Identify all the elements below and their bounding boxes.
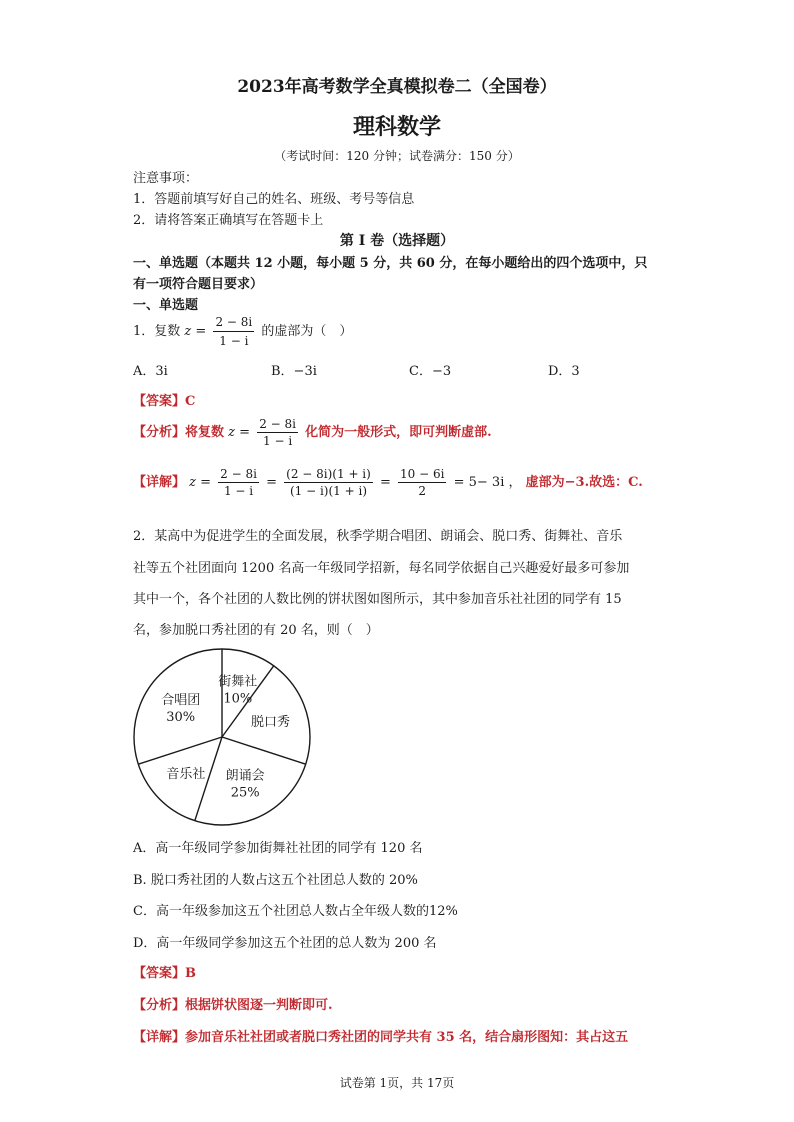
detail-label: 【详解】 xyxy=(133,1030,186,1045)
q1-option-c: C．−3 xyxy=(409,364,452,379)
detail-fraction-2 xyxy=(284,467,373,498)
q1-option-b: B．−3i xyxy=(271,364,317,379)
q2-detail xyxy=(133,1026,628,1045)
q1-option-d: D．3 xyxy=(548,364,580,379)
answer-label: 【答案】 xyxy=(133,966,186,981)
answer-label: 【答案】 xyxy=(133,394,186,409)
analysis-fraction xyxy=(257,417,298,448)
equals-sign: = xyxy=(266,475,278,490)
analysis-label: 【分析】 xyxy=(133,425,186,440)
analysis-var: z = xyxy=(228,425,251,440)
q2-line-2: 社等五个社团面向 1200 名高一年级同学招新，每名同学依据自己兴趣爱好最多可参加 xyxy=(133,561,630,576)
pie-slice-value: 30% xyxy=(166,709,196,725)
exam-subtitle: 理科数学 xyxy=(352,114,441,140)
pie-slice-label: 朗诵会 xyxy=(225,768,265,784)
q1-analysis xyxy=(133,417,492,448)
section-desc-line1: 一、单选题（本题共 12 小题，每小题 5 分，共 60 分，在每小题给出的四个选项中，只 xyxy=(133,256,648,271)
pie-slice-value: 10% xyxy=(223,691,253,707)
fraction-denominator: 1 − i xyxy=(263,434,293,448)
q2-option-c: C．高一年级参加这五个社团总人数占全年级人数的12% xyxy=(133,904,458,919)
detail-fraction-1 xyxy=(218,467,259,498)
analysis-text: 根据饼状图逐一判断即可. xyxy=(185,998,333,1013)
fraction-denominator: (1 − i)(1 + i) xyxy=(289,484,368,498)
detail-var: z = xyxy=(189,475,212,490)
q2-answer xyxy=(133,962,196,981)
q2-option-d: D．高一年级同学参加这五个社团的总人数为 200 名 xyxy=(133,936,437,951)
pie-slice-label: 合唱团 xyxy=(161,692,201,708)
fraction-numerator: 2 − 8i xyxy=(213,314,254,332)
q2-analysis xyxy=(133,994,333,1013)
detail-label: 【详解】 xyxy=(133,475,186,490)
analysis-label: 【分析】 xyxy=(133,998,186,1013)
question-1-var: z = xyxy=(184,324,207,339)
analysis-pre: 将复数 xyxy=(185,425,225,440)
section-title: 第 I 卷（选择题） xyxy=(339,233,455,249)
section-sub: 一、单选题 xyxy=(133,298,199,313)
q2-line-3: 其中一个，各个社团的人数比例的饼状图如图所示，其中参加音乐社社团的同学有 15 xyxy=(133,592,622,607)
question-1-prefix: 1．复数 xyxy=(133,324,181,339)
page-footer: 试卷第 1页，共 17页 xyxy=(339,1076,455,1090)
exam-title: 2023年高考数学全真模拟卷二（全国卷） xyxy=(237,77,557,97)
fraction-numerator: (2 − 8i)(1 + i) xyxy=(286,467,371,481)
exam-info: （考试时间：120 分钟；试卷满分：150 分） xyxy=(274,149,520,163)
question-1-fraction xyxy=(213,314,254,349)
question-1-suffix: 的虚部为（ ） xyxy=(261,324,353,339)
detail-fraction-3 xyxy=(398,467,446,498)
equals-sign: = xyxy=(379,475,391,490)
section-desc-line2: 有一项符合题目要求） xyxy=(133,277,264,292)
pie-slice-label: 脱口秀 xyxy=(251,715,291,731)
fraction-numerator: 2 − 8i xyxy=(220,467,257,481)
q2-line-4: 名，参加脱口秀社团的有 20 名，则（ ） xyxy=(133,623,379,638)
fraction-denominator: 2 xyxy=(418,484,427,498)
fraction-denominator: 1 − i xyxy=(219,334,249,348)
pie-slice-value: 25% xyxy=(230,785,260,801)
pie-slice-label: 音乐社 xyxy=(166,767,206,783)
detail-text: 参加音乐社社团或者脱口秀社团的同学共有 35 名，结合扇形图知：其占这五 xyxy=(185,1030,629,1045)
fraction-numerator: 10 − 6i xyxy=(400,467,445,481)
pie-chart xyxy=(131,646,313,828)
detail-result: = 5− 3i ， xyxy=(453,475,522,490)
pie-slice-label: 街舞社 xyxy=(218,674,258,690)
q2-option-b: B. 脱口秀社团的人数占这五个社团总人数的 20% xyxy=(133,873,418,888)
q1-answer xyxy=(133,390,195,409)
notice-item-2: 2．请将答案正确填写在答题卡上 xyxy=(133,213,324,228)
notice-item-1: 1．答题前填写好自己的姓名、班级、考号等信息 xyxy=(133,192,415,207)
answer-value: B xyxy=(185,966,197,981)
q1-option-a: A．3i xyxy=(133,364,168,379)
answer-value: C xyxy=(185,394,196,409)
notice-heading: 注意事项： xyxy=(133,171,199,186)
q2-option-a: A．高一年级同学参加街舞社社团的同学有 120 名 xyxy=(133,841,423,856)
question-1-stem xyxy=(133,314,352,349)
q2-line-1: 2．某高中为促进学生的全面发展，秋季学期合唱团、朗诵会、脱口秀、街舞社、音乐 xyxy=(133,529,623,544)
analysis-post: 化简为一般形式，即可判断虚部. xyxy=(305,425,492,440)
detail-conclusion: 虚部为−3.故选：C. xyxy=(525,475,643,490)
fraction-numerator: 2 − 8i xyxy=(259,417,296,431)
fraction-denominator: 1 − i xyxy=(223,484,254,498)
q1-detail xyxy=(133,467,643,498)
